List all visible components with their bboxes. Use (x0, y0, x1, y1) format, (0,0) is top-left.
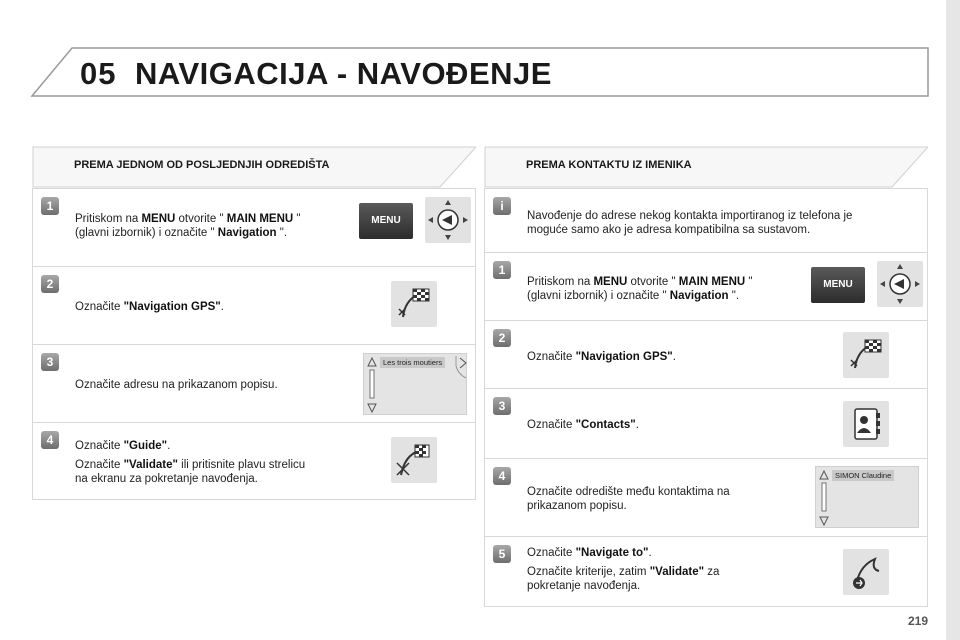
page-title: NAVIGACIJA - NAVOĐENJE (135, 56, 552, 91)
screen-list-item: Les trois moutiers (380, 357, 445, 368)
right-info-note (485, 188, 927, 252)
left-step-1 (33, 188, 475, 266)
navigation-flag-icon (843, 332, 889, 378)
step-text: Označite "Navigation GPS". (527, 351, 676, 363)
step-badge: 1 (41, 197, 59, 215)
step-badge: 1 (493, 261, 511, 279)
navigation-knob-icon (425, 197, 471, 243)
step-badge: 2 (41, 275, 59, 293)
info-text: Navođenje do adrese nekog kontakta importiranog iz telefona je moguće samo ako je adresa kompatibilna sa sustavom. (527, 210, 853, 236)
address-list-screen (363, 353, 467, 415)
step-badge: 3 (41, 353, 59, 371)
step-text: Pritiskom na MENU otvorite " MAIN MENU " (glavni izbornik) i označite " Navigation ". (527, 276, 753, 302)
navigation-flag-icon (391, 281, 437, 327)
step-badge: 4 (41, 431, 59, 449)
navigate-to-icon (843, 549, 889, 595)
step-badge: 4 (493, 467, 511, 485)
right-step-4 (485, 458, 927, 536)
info-badge: i (493, 197, 511, 215)
step-text: Pritiskom na MENU otvorite " MAIN MENU " (glavni izbornik) i označite " Navigation ". (75, 213, 301, 239)
screen-list-item: SIMON Claudine (832, 470, 894, 481)
right-section-header (484, 146, 928, 188)
step-badge: 2 (493, 329, 511, 347)
step-text: Označite "Guide". Označite "Validate" ili pritisnite plavu strelicu na ekranu za pokretanje navođenja. (75, 440, 306, 485)
left-step-4 (33, 422, 475, 499)
step-text: Označite "Navigate to". Označite kriterije, zatim "Validate" za pokretanje navođenja. (527, 547, 720, 592)
left-step-3 (33, 344, 475, 422)
step-text: Označite "Contacts". (527, 419, 639, 431)
menu-button-icon: MENU (811, 267, 865, 303)
guide-flag-icon (391, 437, 437, 483)
left-step-2 (33, 266, 475, 344)
step-badge: 5 (493, 545, 511, 563)
right-step-5 (485, 536, 927, 606)
left-section-header (32, 146, 476, 188)
left-section-title: PREMA JEDNOM OD POSLJEDNJIH ODREDIŠTA (74, 159, 330, 171)
contacts-icon (843, 401, 889, 447)
left-column (32, 146, 476, 500)
menu-button-icon: MENU (359, 203, 413, 239)
right-step-2 (485, 320, 927, 388)
right-step-3 (485, 388, 927, 458)
step-text: Označite "Navigation GPS". (75, 301, 224, 313)
step-text: Označite adresu na prikazanom popisu. (75, 379, 278, 391)
right-step-1 (485, 252, 927, 320)
right-section-title: PREMA KONTAKTU IZ IMENIKA (526, 159, 692, 171)
step-badge: 3 (493, 397, 511, 415)
chapter-number: 05 (80, 56, 117, 91)
navigation-knob-icon (877, 261, 923, 307)
page-number: 219 (908, 614, 929, 628)
contact-list-screen (815, 466, 919, 528)
step-text: Označite odredište među kontaktima na prikazanom popisu. (527, 486, 730, 512)
right-column (484, 146, 928, 607)
page-edge-strip (946, 0, 960, 640)
